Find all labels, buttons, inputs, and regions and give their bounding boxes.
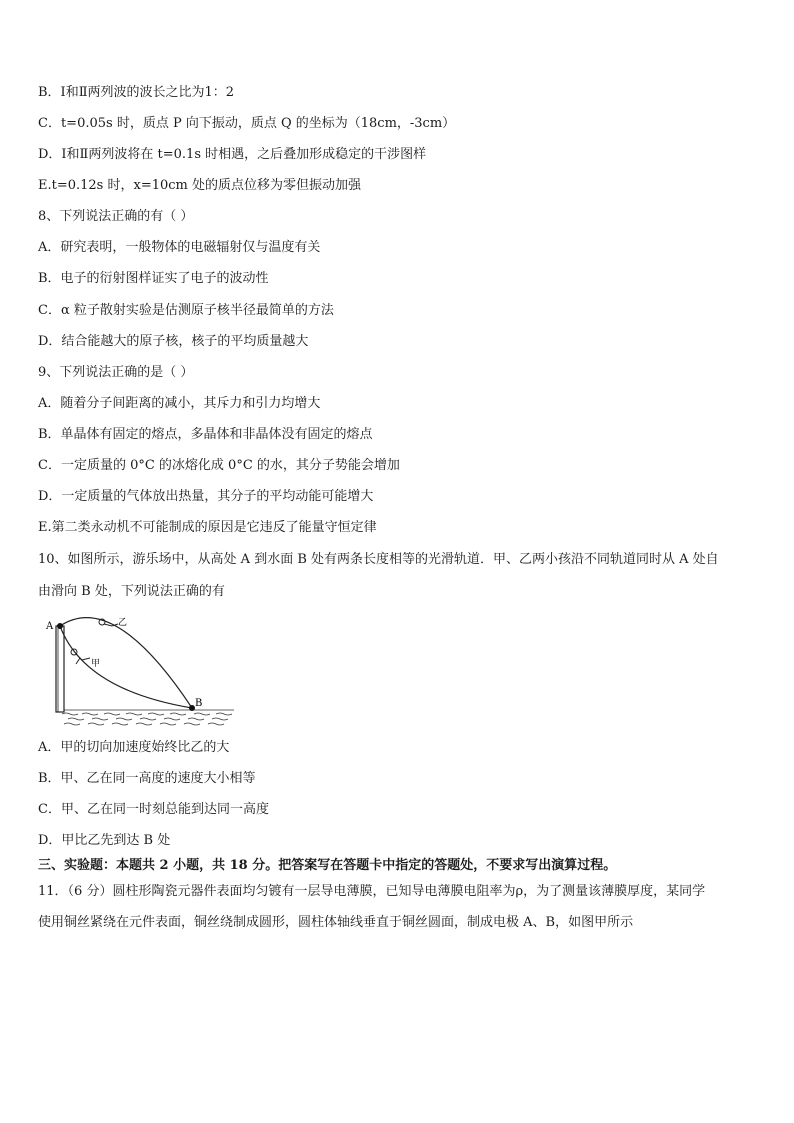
point-a	[57, 623, 63, 629]
section-experiment-heading: 三、实验题：本题共 2 小题，共 18 分。把答案写在答题卡中指定的答题处，不要求写出演算过程。	[38, 858, 617, 873]
label-jia: 甲	[91, 659, 101, 669]
option-10b: B．甲、乙在同一高度的速度大小相等	[38, 771, 256, 786]
option-8b: B．电子的衍射图样证实了电子的波动性	[38, 271, 269, 286]
option-9d: D．一定质量的气体放出热量，其分子的平均动能可能增大	[38, 489, 374, 504]
question-11-line2: 使用铜丝紧绕在元件表面，铜丝绕制成圆形，圆柱体轴线垂直于铜丝圆面，制成电极 A、B，如图甲所示	[38, 915, 634, 930]
option-9c: C．一定质量的 0°C 的冰熔化成 0°C 的水，其分子势能会增加	[38, 458, 400, 473]
question-11-line1: 11．（6 分）圆柱形陶瓷元器件表面均匀镀有一层导电薄膜，已知导电薄膜电阻率为ρ，为了测量该薄膜厚度，某同学	[38, 884, 706, 899]
option-9e: E.第二类永动机不可能制成的原因是它违反了能量守恒定律	[38, 520, 377, 535]
option-7b: B．Ⅰ和Ⅱ两列波的波长之比为1：2	[38, 85, 235, 100]
question-10-line1: 10、如图所示，游乐场中，从高处 A 到水面 B 处有两条长度相等的光滑轨道．甲、乙两小孩沿不同轨道同时从 A 处自	[38, 552, 719, 567]
label-b: B	[195, 698, 203, 709]
label-yi: 乙	[118, 618, 128, 628]
option-8d: D．结合能越大的原子核，核子的平均质量越大	[38, 334, 309, 349]
track-yi	[60, 618, 192, 708]
slide-track-figure	[44, 612, 240, 730]
option-7e: E.t=0.12s 时，x=10cm 处的质点位移为零但振动加强	[38, 178, 361, 193]
option-10c: C．甲、乙在同一时刻总能到达同一高度	[38, 802, 269, 817]
tower	[56, 626, 64, 712]
question-8: 8、下列说法正确的有（ ）	[38, 209, 194, 224]
option-8c: C．α 粒子散射实验是估测原子核半径最简单的方法	[38, 303, 334, 318]
label-a: A	[46, 621, 54, 632]
option-7d: D．Ⅰ和Ⅱ两列波将在 t=0.1s 时相遇，之后叠加形成稳定的干涉图样	[38, 147, 427, 162]
option-10d: D．甲比乙先到达 B 处	[38, 833, 171, 848]
water-surface	[58, 710, 234, 725]
option-8a: A．研究表明，一般物体的电磁辐射仅与温度有关	[38, 240, 321, 255]
question-9: 9、下列说法正确的是（ ）	[38, 365, 194, 380]
question-10-line2: 由滑向 B 处，下列说法正确的有	[38, 584, 225, 599]
option-9b: B．单晶体有固定的熔点，多晶体和非晶体没有固定的熔点	[38, 427, 373, 442]
track-jia	[60, 626, 192, 708]
option-10a: A．甲的切向加速度始终比乙的大	[38, 740, 230, 755]
option-7c: C．t=0.05s 时，质点 P 向下振动，质点 Q 的坐标为（18cm，-3cm）	[38, 116, 456, 131]
option-9a: A．随着分子间距离的减小，其斥力和引力均增大	[38, 396, 321, 411]
